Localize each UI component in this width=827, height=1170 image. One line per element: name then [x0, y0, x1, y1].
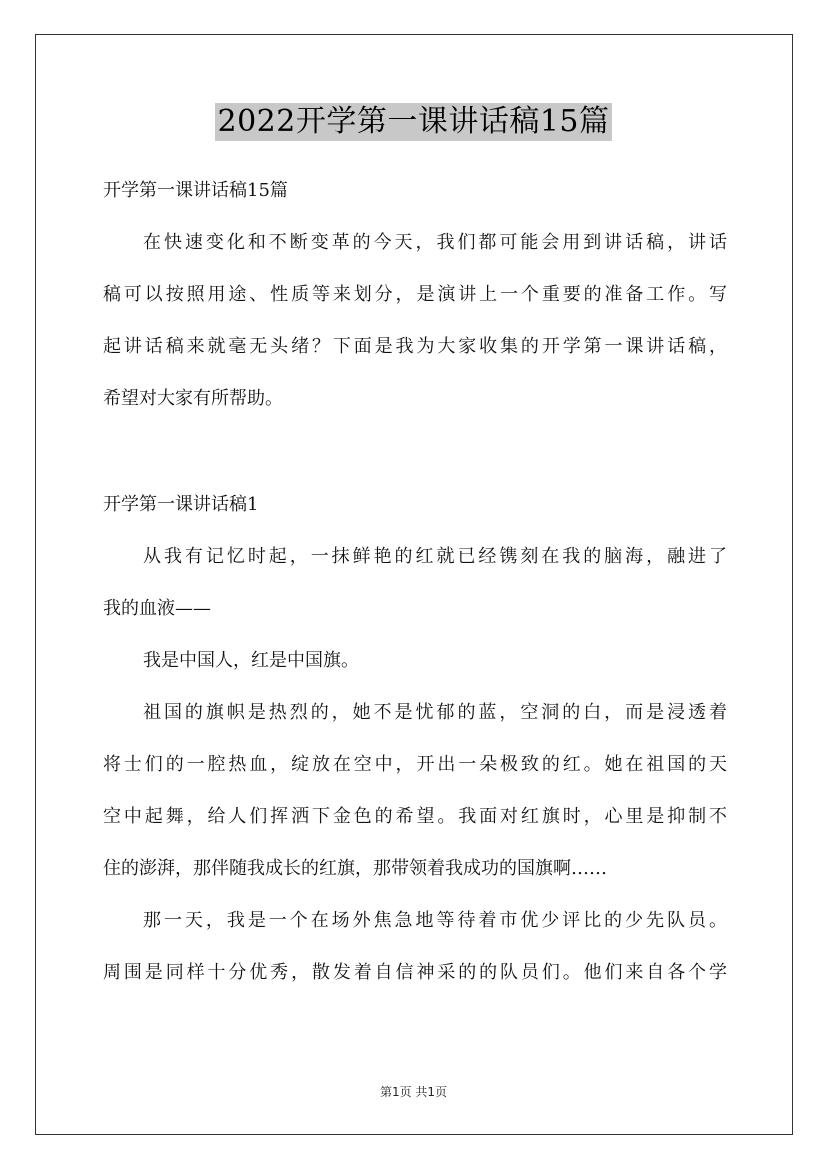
- intro-line: 稿可以按照用途、性质等来划分，是演讲上一个重要的准备工作。写: [103, 284, 727, 305]
- paragraph-line: 将士们的一腔热血，绽放在空中，开出一朵极致的红。她在祖国的天: [103, 754, 727, 775]
- paragraph-line: 祖国的旗帜是热烈的，她不是忧郁的蓝，空洞的白，而是浸透着: [143, 702, 727, 723]
- intro-line: 希望对大家有所帮助。: [103, 388, 283, 409]
- paragraph-line: 从我有记忆时起，一抹鲜艳的红就已经镌刻在我的脑海，融进了: [143, 546, 727, 567]
- intro-line: 起讲话稿来就毫无头绪？下面是我为大家收集的开学第一课讲话稿，: [103, 336, 727, 357]
- intro-line: 在快速变化和不断变革的今天，我们都可能会用到讲话稿，讲话: [143, 232, 727, 253]
- subtitle: 开学第一课讲话稿15篇: [103, 180, 288, 201]
- paragraph-line: 我的血液——: [103, 598, 211, 619]
- paragraph-line: 我是中国人，红是中国旗。: [143, 650, 359, 671]
- paragraph-line: 那一天，我是一个在场外焦急地等待着市优少评比的少先队员。: [143, 910, 727, 931]
- document-title: 2022开学第一课讲话稿15篇: [217, 104, 610, 139]
- section-heading: 开学第一课讲话稿1: [103, 494, 259, 515]
- paragraph-line: 住的澎湃，那伴随我成长的红旗，那带领着我成功的国旗啊……: [103, 858, 607, 879]
- paragraph-line: 空中起舞，给人们挥洒下金色的希望。我面对红旗时，心里是抑制不: [103, 806, 727, 827]
- paragraph-line: 周围是同样十分优秀，散发着自信神采的的队员们。他们来自各个学: [103, 962, 727, 983]
- page-footer: 第1页 共1页: [379, 1085, 448, 1099]
- document-body: [103, 172, 727, 992]
